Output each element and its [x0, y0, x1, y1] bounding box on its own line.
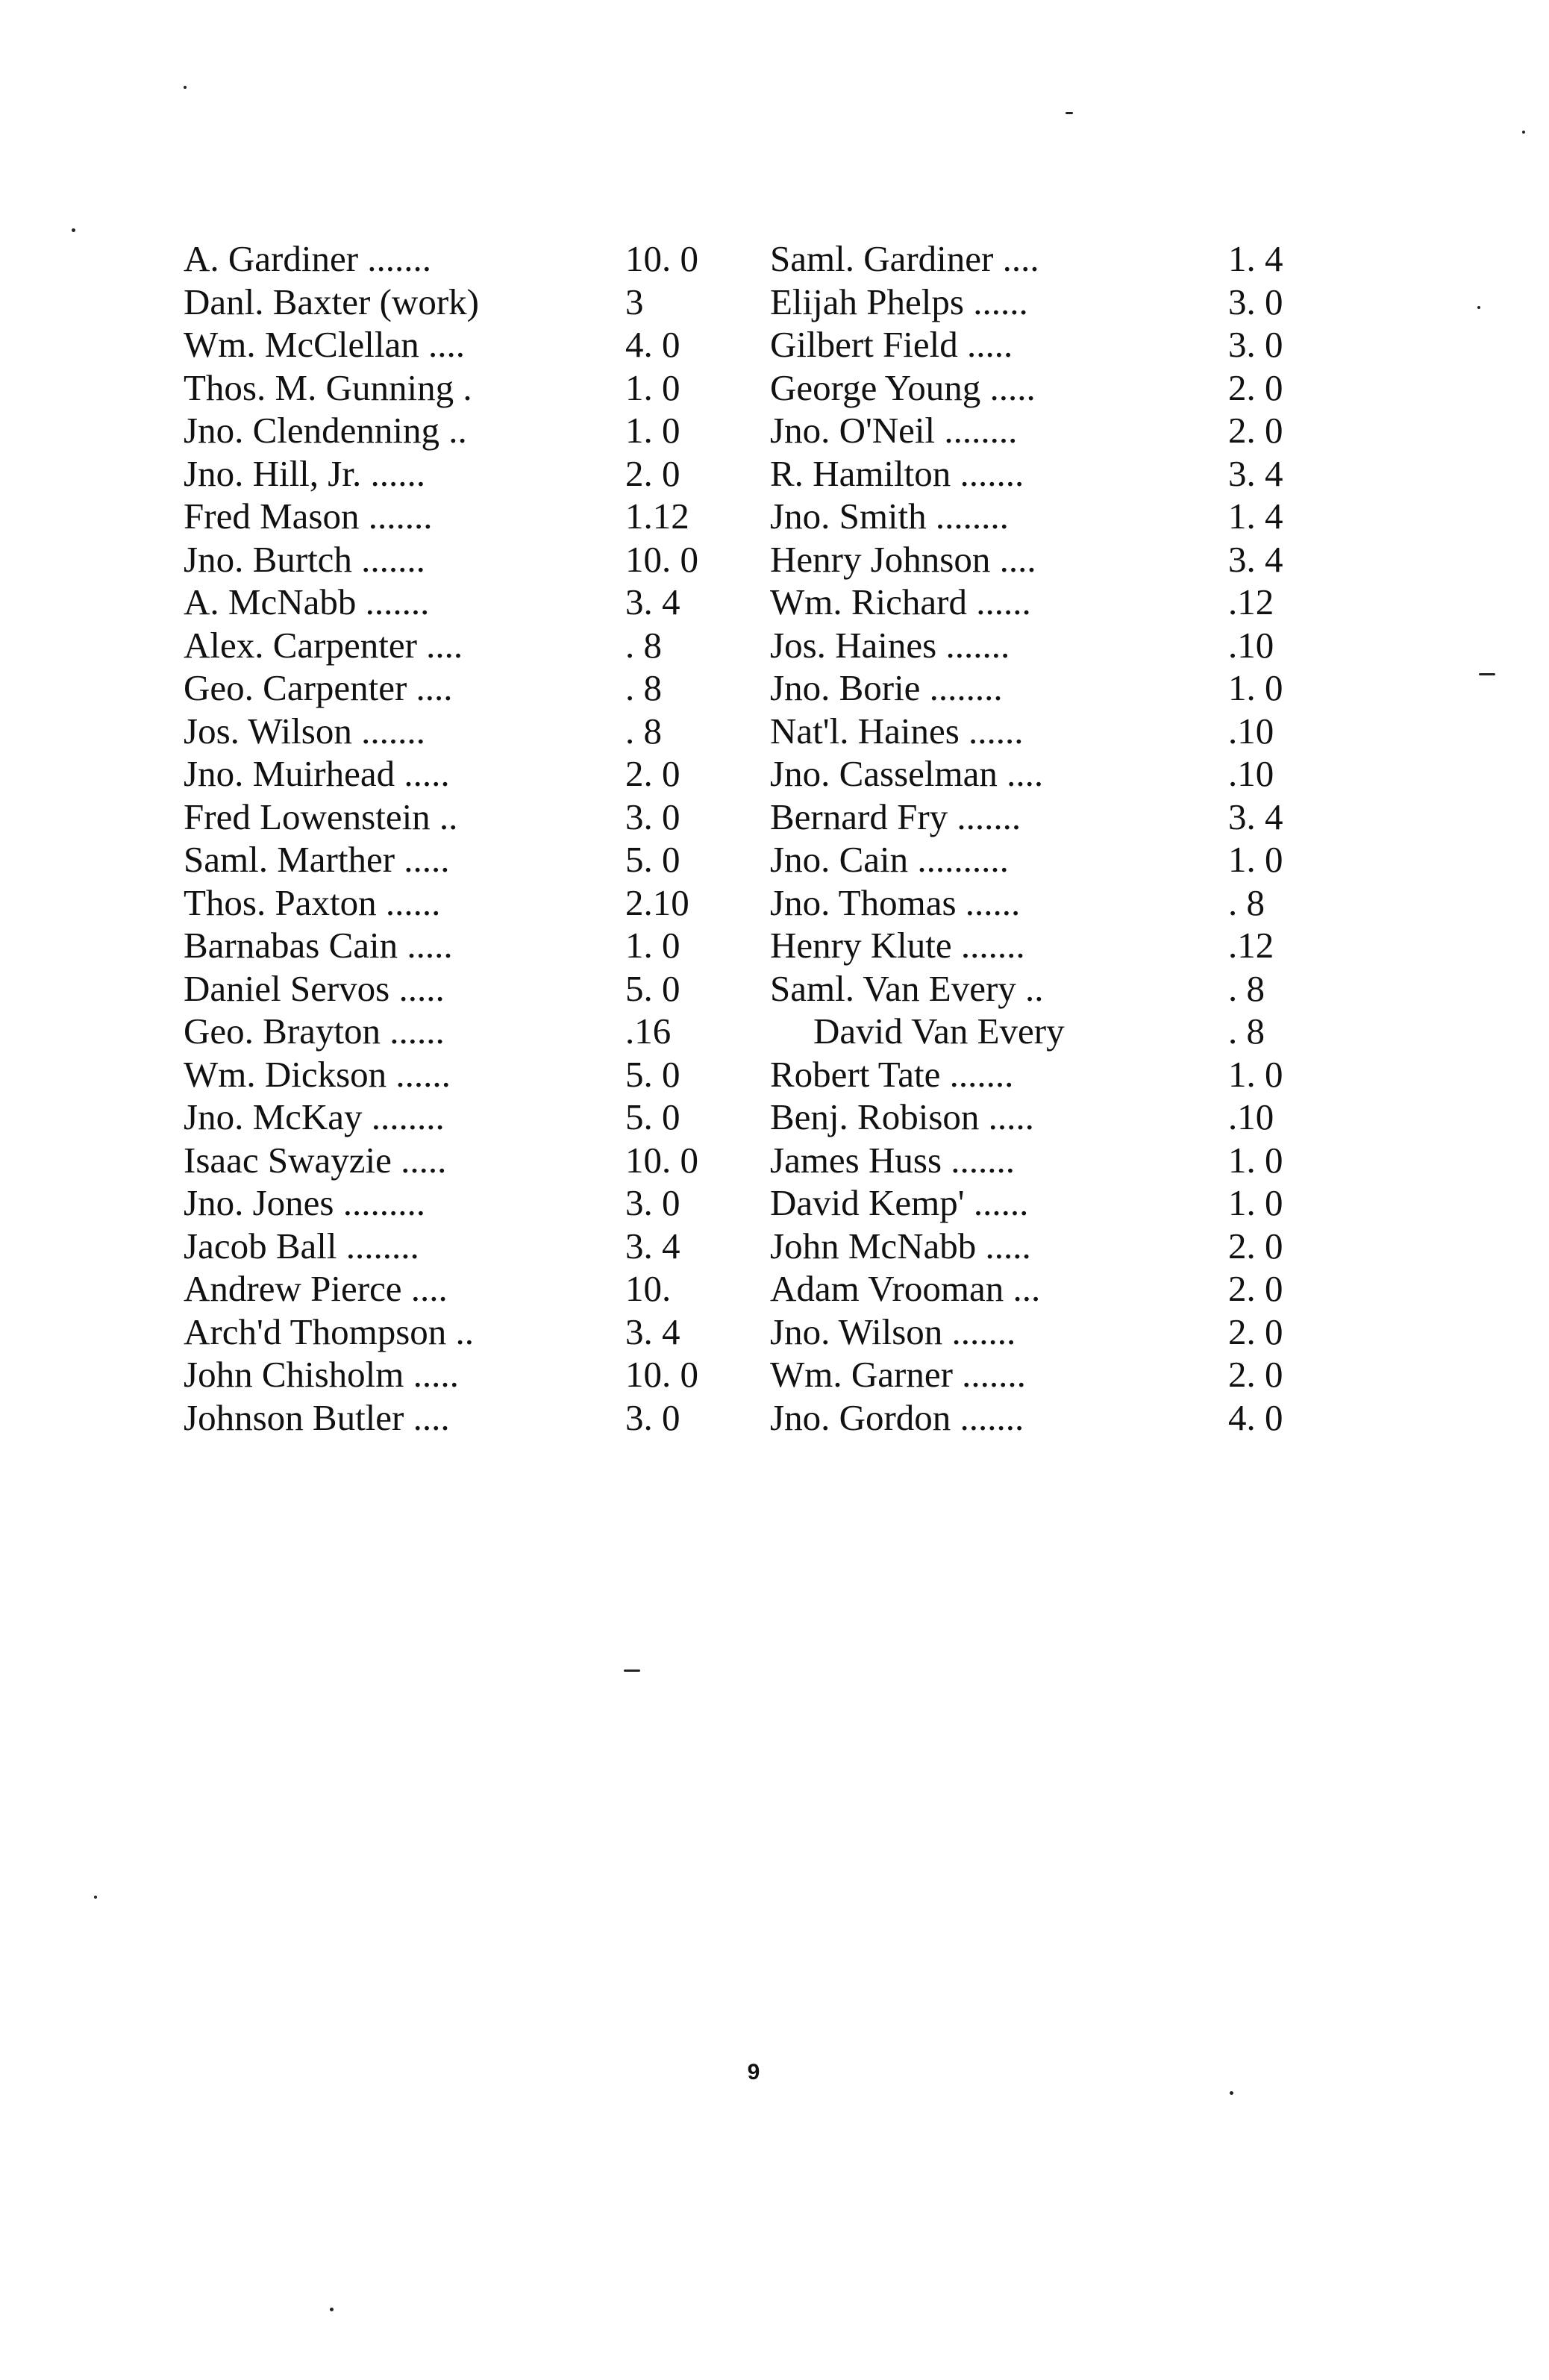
entry-amount: .12 — [1228, 581, 1274, 622]
list-entry — [770, 796, 1348, 839]
list-entry — [770, 281, 1348, 324]
list-entry — [770, 924, 1348, 967]
entry-name: Robert Tate ....... — [770, 1053, 1014, 1095]
entry-amount: 2.10 — [625, 881, 689, 923]
entry-amount: 1. 4 — [1228, 496, 1283, 537]
entry-name: Jno. McKay ........ — [184, 1096, 445, 1137]
entry-amount: 3. 4 — [1228, 452, 1283, 494]
entry-amount: 10. 0 — [625, 238, 698, 279]
entry-name: Jno. O'Neil ........ — [770, 410, 1018, 451]
entry-name: Isaac Swayzie ..... — [184, 1139, 447, 1181]
entry-amount: .10 — [1228, 710, 1274, 752]
entry-amount: 1.12 — [625, 496, 689, 537]
entry-amount: . 8 — [1228, 1011, 1265, 1052]
entry-amount: 2. 0 — [1228, 1311, 1283, 1352]
scan-speck — [1479, 673, 1495, 675]
list-entry — [770, 1181, 1348, 1225]
entry-name: Nat'l. Haines ...... — [770, 710, 1024, 752]
entry-name: Wm. McClellan .... — [184, 324, 465, 365]
list-entry — [184, 967, 745, 1011]
scan-speck — [1230, 2091, 1233, 2095]
entry-amount: .10 — [1228, 1096, 1274, 1137]
list-entry — [184, 838, 745, 881]
entry-amount: 5. 0 — [625, 839, 680, 880]
scan-speck — [1065, 112, 1073, 114]
entry-name: Jno. Thomas ...... — [770, 881, 1021, 923]
page-number: 9 — [747, 2060, 760, 2084]
entry-name: David Van Every — [813, 1011, 1065, 1052]
entry-amount: 10. 0 — [625, 1354, 698, 1395]
entry-amount: 2. 0 — [1228, 1225, 1283, 1266]
list-entry — [184, 1096, 745, 1139]
list-entry — [770, 1010, 1348, 1053]
list-entry — [770, 538, 1348, 581]
list-entry — [770, 666, 1348, 710]
entry-name: Wm. Dickson ...... — [184, 1053, 451, 1095]
list-entry — [184, 237, 745, 281]
list-entry — [770, 1267, 1348, 1311]
entry-name: Jno. Smith ........ — [770, 496, 1009, 537]
entry-amount: 2. 0 — [1228, 366, 1283, 408]
entry-name: Danl. Baxter (work) — [184, 281, 479, 322]
entry-amount: 2. 0 — [1228, 1354, 1283, 1395]
entry-name: Henry Johnson .... — [770, 538, 1036, 580]
entry-amount: 3. 4 — [625, 1311, 680, 1352]
entry-name: Henry Klute ....... — [770, 925, 1025, 966]
entry-name: Jno. Borie ........ — [770, 667, 1003, 708]
entry-name: Jno. Burtch ....... — [184, 538, 425, 580]
entry-name: David Kemp' ...... — [770, 1182, 1029, 1223]
entry-name: Saml. Marther ..... — [184, 839, 450, 880]
list-entry — [184, 666, 745, 710]
list-entry — [184, 924, 745, 967]
entry-name: Jos. Wilson ....... — [184, 710, 425, 752]
list-entry — [184, 1353, 745, 1396]
entry-amount: 4. 0 — [1228, 1396, 1283, 1438]
entry-name: Andrew Pierce .... — [184, 1268, 448, 1309]
entry-name: James Huss ....... — [770, 1139, 1016, 1181]
list-entry — [770, 967, 1348, 1011]
entry-name: George Young ..... — [770, 366, 1036, 408]
entry-amount: 2. 0 — [625, 753, 680, 794]
entry-amount: 2. 0 — [1228, 1268, 1283, 1309]
entry-amount: .10 — [1228, 753, 1274, 794]
entry-amount: . 8 — [625, 624, 662, 666]
entry-amount: .16 — [625, 1011, 672, 1052]
entry-amount: 4. 0 — [625, 324, 680, 365]
list-entry — [770, 452, 1348, 496]
list-entry — [770, 1225, 1348, 1268]
entry-amount: 5. 0 — [625, 1053, 680, 1095]
entry-name: Fred Mason ....... — [184, 496, 433, 537]
list-entry — [184, 281, 745, 324]
scan-speck — [72, 228, 75, 232]
entry-name: Jno. Cain .......... — [770, 839, 1009, 880]
list-entry — [184, 495, 745, 538]
list-entry — [770, 1311, 1348, 1354]
entry-name: Saml. Van Every .. — [770, 967, 1044, 1009]
entry-name: Jno. Clendenning .. — [184, 410, 467, 451]
list-entry — [184, 881, 745, 925]
subscription-list — [184, 237, 1348, 1465]
entry-amount: 2. 0 — [1228, 410, 1283, 451]
entry-name: A. McNabb ....... — [184, 581, 430, 622]
entry-name: Saml. Gardiner .... — [770, 238, 1039, 279]
entry-amount: 1. 0 — [625, 925, 680, 966]
scan-speck — [1477, 306, 1480, 309]
list-entry — [770, 1353, 1348, 1396]
entry-name: Geo. Carpenter .... — [184, 667, 453, 708]
list-entry — [770, 409, 1348, 452]
entry-name: Jno. Jones ......... — [184, 1182, 425, 1223]
list-entry — [770, 1053, 1348, 1096]
entry-amount: 3. 4 — [625, 1225, 680, 1266]
list-entry — [770, 838, 1348, 881]
entry-name: Thos. M. Gunning . — [184, 366, 472, 408]
entry-amount: 3. 0 — [625, 1396, 680, 1438]
entry-name: Bernard Fry ....... — [770, 796, 1021, 837]
entry-amount: 3. 0 — [1228, 324, 1283, 365]
entry-amount: 5. 0 — [625, 1096, 680, 1137]
list-entry — [770, 710, 1348, 753]
entry-name: Jno. Casselman .... — [770, 753, 1044, 794]
list-entry — [184, 796, 745, 839]
entry-amount: 3. 0 — [625, 796, 680, 837]
entry-amount: 1. 0 — [1228, 1139, 1283, 1181]
list-entry — [184, 1010, 745, 1053]
entry-name: Jno. Gordon ....... — [770, 1396, 1024, 1438]
left-column — [184, 237, 745, 1439]
list-entry — [184, 1311, 745, 1354]
entry-name: Gilbert Field ..... — [770, 324, 1013, 365]
entry-name: Elijah Phelps ...... — [770, 281, 1028, 322]
entry-name: R. Hamilton ....... — [770, 452, 1024, 494]
entry-name: Barnabas Cain ..... — [184, 925, 453, 966]
scan-speck — [94, 1896, 97, 1899]
entry-amount: .12 — [1228, 925, 1274, 966]
list-entry — [770, 1139, 1348, 1182]
entry-amount: . 8 — [625, 710, 662, 752]
entry-amount: . 8 — [1228, 881, 1265, 923]
entry-amount: 10. 0 — [625, 538, 698, 580]
list-entry — [770, 323, 1348, 366]
entry-amount: 5. 0 — [625, 967, 680, 1009]
entry-name: Arch'd Thompson .. — [184, 1311, 475, 1352]
list-entry — [184, 452, 745, 496]
list-entry — [770, 237, 1348, 281]
list-entry — [770, 752, 1348, 796]
entry-name: Jno. Muirhead ..... — [184, 753, 450, 794]
entry-name: Jos. Haines ....... — [770, 624, 1010, 666]
entry-amount: 3. 4 — [1228, 796, 1283, 837]
entry-amount: 1. 0 — [625, 410, 680, 451]
entry-amount: . 8 — [1228, 967, 1265, 1009]
entry-name: A. Gardiner ....... — [184, 238, 432, 279]
list-entry — [184, 1181, 745, 1225]
entry-amount: 1. 0 — [1228, 667, 1283, 708]
list-entry — [184, 538, 745, 581]
entry-name: Geo. Brayton ...... — [184, 1011, 445, 1052]
entry-amount: 10. 0 — [625, 1139, 698, 1181]
entry-name: Johnson Butler .... — [184, 1396, 450, 1438]
entry-name: Alex. Carpenter .... — [184, 624, 463, 666]
list-entry — [184, 1267, 745, 1311]
scan-speck — [184, 86, 187, 89]
right-column — [770, 237, 1348, 1439]
list-entry — [184, 710, 745, 753]
list-entry — [184, 1396, 745, 1440]
entry-amount: 10. — [625, 1268, 672, 1309]
entry-name: John Chisholm ..... — [184, 1354, 459, 1395]
entry-name: Thos. Paxton ...... — [184, 881, 441, 923]
list-entry — [184, 1053, 745, 1096]
entry-amount: 3 — [625, 281, 644, 322]
entry-amount: 1. 0 — [1228, 1182, 1283, 1223]
entry-name: John McNabb ..... — [770, 1225, 1031, 1266]
list-entry — [184, 624, 745, 667]
scan-speck — [624, 1670, 640, 1672]
entry-amount: .10 — [1228, 624, 1274, 666]
entry-amount: 3. 0 — [1228, 281, 1283, 322]
list-entry — [770, 1396, 1348, 1440]
entry-name: Daniel Servos ..... — [184, 967, 445, 1009]
entry-amount: 1. 4 — [1228, 238, 1283, 279]
scan-speck — [1522, 131, 1525, 134]
entry-amount: 3. 4 — [1228, 538, 1283, 580]
entry-name: Wm. Richard ...... — [770, 581, 1031, 622]
list-entry — [184, 366, 745, 410]
list-entry — [184, 1225, 745, 1268]
list-entry — [184, 752, 745, 796]
list-entry — [184, 581, 745, 624]
entry-amount: 1. 0 — [625, 366, 680, 408]
entry-name: Jno. Hill, Jr. ...... — [184, 452, 425, 494]
list-entry — [770, 1096, 1348, 1139]
list-entry — [184, 1139, 745, 1182]
entry-amount: 3. 4 — [625, 581, 680, 622]
scan-speck — [330, 2308, 334, 2311]
list-entry — [770, 624, 1348, 667]
list-entry — [184, 409, 745, 452]
entry-amount: 1. 0 — [1228, 839, 1283, 880]
entry-amount: 3. 0 — [625, 1182, 680, 1223]
entry-amount: 2. 0 — [625, 452, 680, 494]
entry-amount: 1. 0 — [1228, 1053, 1283, 1095]
list-entry — [770, 581, 1348, 624]
entry-amount: . 8 — [625, 667, 662, 708]
entry-name: Adam Vrooman ... — [770, 1268, 1041, 1309]
list-entry — [184, 323, 745, 366]
entry-name: Jacob Ball ........ — [184, 1225, 419, 1266]
entry-name: Jno. Wilson ....... — [770, 1311, 1016, 1352]
list-entry — [770, 881, 1348, 925]
list-entry — [770, 366, 1348, 410]
entry-name: Fred Lowenstein .. — [184, 796, 458, 837]
list-entry — [770, 495, 1348, 538]
entry-name: Wm. Garner ....... — [770, 1354, 1026, 1395]
entry-name: Benj. Robison ..... — [770, 1096, 1034, 1137]
